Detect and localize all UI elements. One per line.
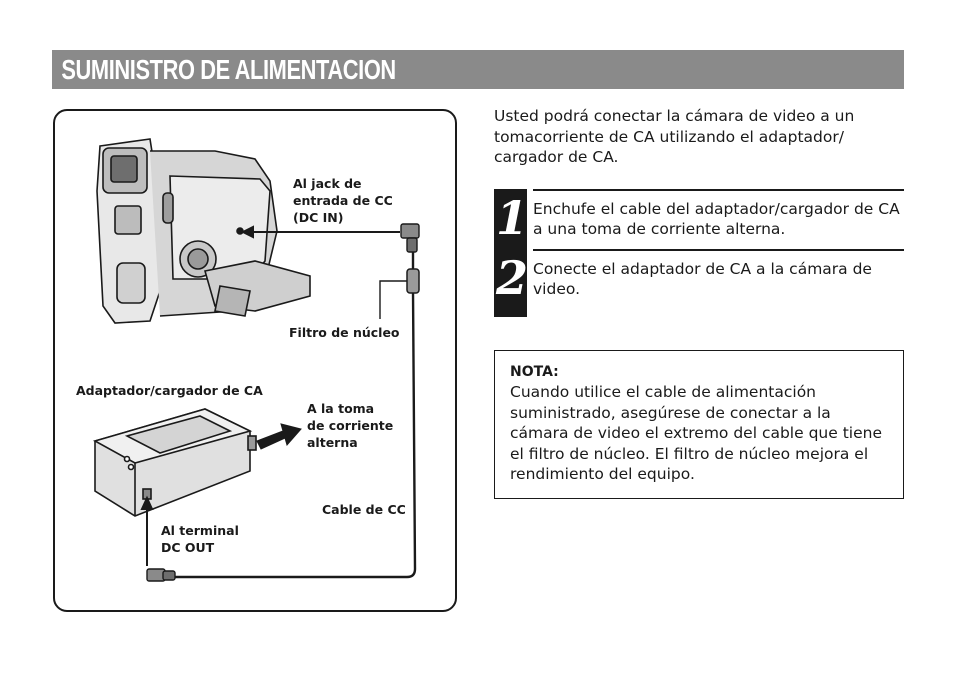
dc-plug-camera xyxy=(401,224,419,252)
connection-illustration xyxy=(53,109,457,612)
step-1-number: 1 xyxy=(496,191,529,245)
connection-diagram xyxy=(55,111,459,614)
label-dc-cable: Cable de CC xyxy=(322,502,406,517)
note-title: NOTA: xyxy=(510,364,559,380)
label-core-filter: Filtro de núcleo xyxy=(289,325,400,340)
core-filter-leader xyxy=(380,281,407,319)
steps-section xyxy=(494,189,904,317)
title-bar xyxy=(52,50,904,89)
step-2-text: Conecte el adaptador de CA a la cámara de video. xyxy=(533,260,872,298)
note-body: Cuando utilice el cable de alimentación suministrado, asegúrese de conectar a la cámara de video el extremo del cable que tiene el filtro de núcleo. El filtro de núcleo mejora el rendimiento del equipo. xyxy=(510,383,882,483)
label-dc-in: Al jack de entrada de CC (DC IN) xyxy=(293,176,393,225)
page-title: SUMINISTRO DE ALIMENTACION xyxy=(61,54,396,85)
core-filter-drawing xyxy=(407,269,419,293)
outlet-arrow xyxy=(257,424,301,449)
step-2-number: 2 xyxy=(496,251,529,305)
label-ac-adapter: Adaptador/cargador de CA xyxy=(76,383,263,398)
step-number-column xyxy=(494,189,527,317)
intro-paragraph: Usted podrá conectar la cámara de video a un tomacorriente de CA utilizando el adaptador/ cargador de CA. xyxy=(494,107,855,166)
label-to-outlet: A la toma de corriente alterna xyxy=(307,401,394,450)
note-box xyxy=(494,350,904,499)
step-2-rule xyxy=(533,249,904,251)
ac-adapter-drawing xyxy=(95,409,256,516)
label-dc-out: Al terminal DC OUT xyxy=(161,523,239,555)
step-1-rule xyxy=(533,189,904,191)
step-1-text: Enchufe el cable del adaptador/cargador de CA a una toma de corriente alterna. xyxy=(533,200,900,238)
dc-out-arrow xyxy=(142,498,152,566)
dc-plug-adapter xyxy=(147,569,175,581)
